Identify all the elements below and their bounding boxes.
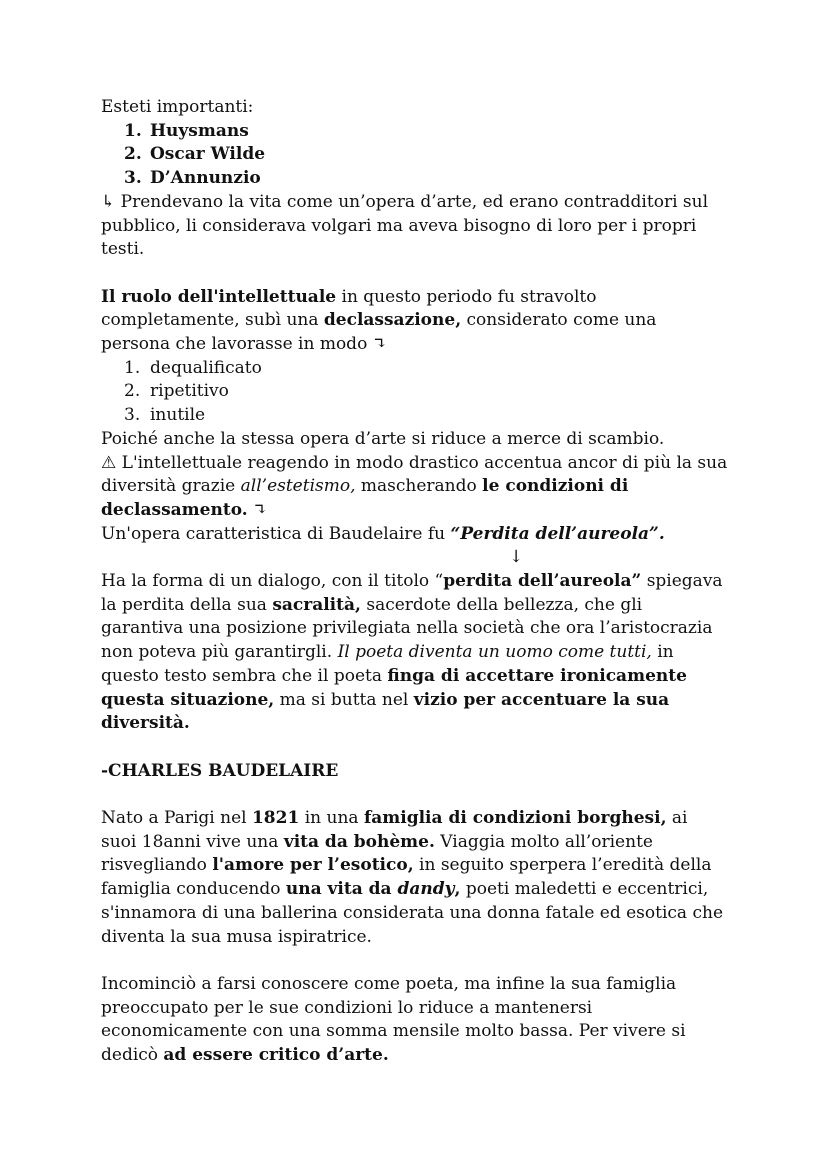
down-arrow-icon: ↓ bbox=[509, 547, 524, 568]
biografia-paragraph: Nato a Parigi nel 1821 in una famiglia di condizioni borghesi, ai suoi 18anni vive una vita da bohème. Viaggia molto all’oriente risvegliando l'amore per l’esotico, in seguito sperpera l’eredità della famiglia conducendo una vita da dandy, poeti maledetti e eccentrici, s'innamora di una ballerina considerata una donna fatale ed esotica che diventa la sua musa ispiratrice. bbox=[101, 808, 724, 947]
spacer bbox=[101, 736, 728, 760]
opera-paragraph: Un'opera caratteristica di Baudelaire fu “Perdita dell’aureola”. bbox=[101, 523, 665, 544]
critico-paragraph: Incominciò a farsi conoscere come poeta, ma infine la sua famiglia preoccupato per le sue condizioni lo riduce a mantenersi economicamente con una somma mensile molto bassa. Per vivere si dedicò ad essere critico d’arte. bbox=[101, 973, 686, 1066]
list-item: 2. ripetitivo bbox=[124, 381, 229, 402]
list-item: 3. inutile bbox=[124, 405, 206, 426]
merce-paragraph: Poiché anche la stessa opera d’arte si riduce a merce di scambio. bbox=[101, 428, 665, 449]
baudelaire-heading: -CHARLES BAUDELAIRE bbox=[101, 760, 339, 781]
down-right-arrow-icon: ↴ bbox=[253, 499, 268, 520]
list-item: 1. dequalificato bbox=[124, 357, 262, 378]
list-item: 2. Oscar Wilde bbox=[124, 144, 266, 165]
spacer bbox=[101, 262, 728, 286]
esteti-list bbox=[101, 120, 728, 191]
estetismo-paragraph: ⚠ L'intellettuale reagendo in modo drastico accentua ancor di più la sua diversità grazie all’estetismo, mascherando le condizioni di declassamento. ↴ bbox=[101, 452, 728, 520]
list-item: 3. D’Annunzio bbox=[124, 168, 261, 189]
esteti-heading: Esteti importanti: bbox=[101, 97, 254, 117]
warning-icon: ⚠ bbox=[101, 452, 117, 473]
spacer bbox=[101, 783, 728, 807]
intellettuale-paragraph: Il ruolo dell'intellettuale in questo periodo fu stravolto completamente, subì una declassazione, considerato come una persona che lavorasse in modo ↴ bbox=[101, 286, 657, 355]
esteti-note: ↳ Prendevano la vita come un’opera d’arte, ed erano contradditori sul pubblico, li considerava volgari ma aveva bisogno di loro per i propri testi. bbox=[101, 191, 709, 260]
spacer bbox=[101, 949, 728, 973]
return-arrow-icon: ↳ bbox=[101, 191, 116, 212]
down-right-arrow-icon: ↴ bbox=[372, 334, 387, 355]
declassazione-list bbox=[101, 357, 728, 428]
aureola-paragraph: Ha la forma di un dialogo, con il titolo “perdita dell’aureola” spiegava la perdita della sua sacralità, sacerdote della bellezza, che gli garantiva una posizione privilegiata nella società che ora l’aristocrazia non poteva più garantirgli. Il poeta diventa un uomo come tutti, in questo testo sembra che il poeta finga di accettare ironicamente questa situazione, ma si butta nel vizio per accentuare la sua diversità. bbox=[101, 571, 723, 734]
list-item: 1. Huysmans bbox=[124, 120, 249, 141]
